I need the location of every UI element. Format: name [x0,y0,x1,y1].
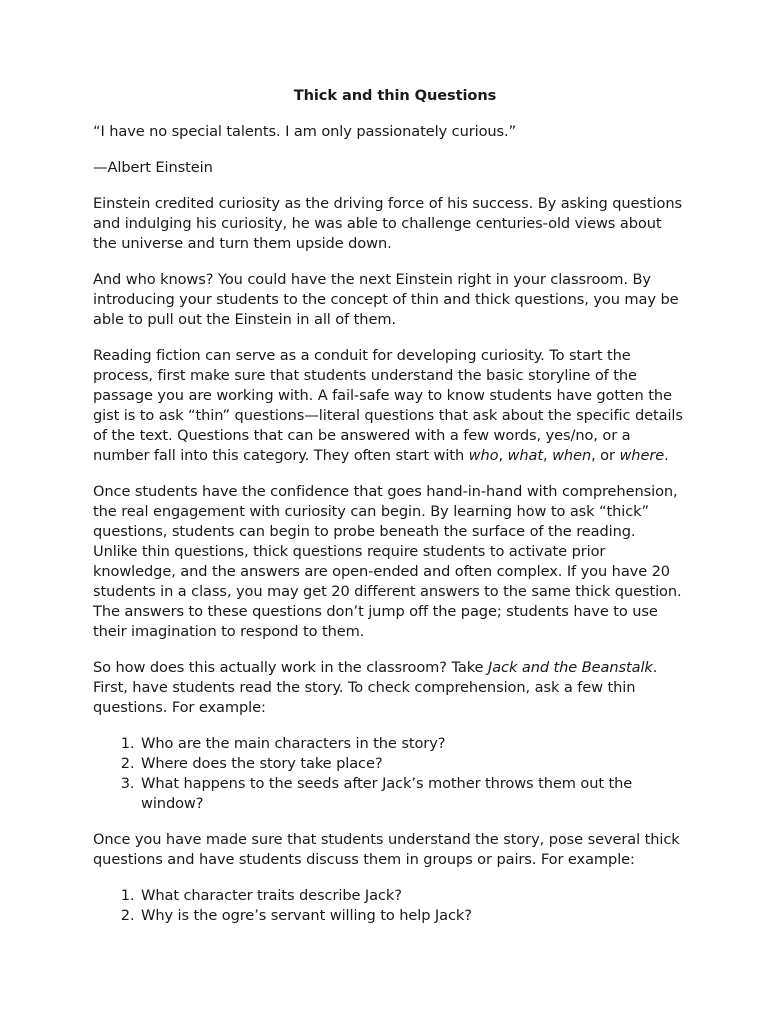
paragraph-5 [93,658,683,718]
document-page [93,86,683,942]
thin-questions-list [93,734,683,814]
list-item: 2. Why is the ogre’s servant willing to help Jack? [139,906,683,926]
paragraph-1: Einstein credited curiosity as the driving force of his success. By asking questions and indulging his curiosity, he was able to challenge centuries-old views about the universe and turn them upside down. [93,195,682,252]
paragraph-5-rest: . First, have students read the story. To check comprehension, ask a few thin questions. For example: [93,659,658,716]
word-where: where [619,447,665,464]
paragraph-3 [93,346,683,466]
paragraph-6: Once you have made sure that students understand the story, pose several thick questions and have students discuss them in groups or pairs. For example: [93,831,680,868]
word-who: who [468,447,499,464]
separator: , [498,447,508,464]
list-item: 1. Who are the main characters in the story? [139,734,683,754]
paragraph-3-text: Reading fiction can serve as a conduit for developing curiosity. To start the process, first make sure that students understand the basic storyline of the passage you are working with. A fail-safe way to know students have gotten the gist is to ask “thin” questions—literal questions that ask about the specific details of the text. Questions that can be answered with a few words, yes/no, or a number fall into this category. They often start with [93,347,683,464]
word-what: what [507,447,543,464]
einstein-quote: “I have no special talents. I am only passionately curious.” [93,123,517,140]
list-item: 1. What character traits describe Jack? [139,886,683,906]
book-title: Jack and the Beanstalk [487,659,653,676]
separator: , [543,447,553,464]
paragraph-4: Once students have the confidence that goes hand-in-hand with comprehension, the real engagement with curiosity can begin. By learning how to ask “thick” questions, students can begin to probe beneath the surface of the reading. Unlike thin questions, thick questions require students to activate prior knowledge, and the answers are open-ended and often complex. If you have 20 students in a class, you may get 20 different answers to the same thick question. The answers to these questions don’t jump off the page; students have to use their imagination to respond to them. [93,483,682,640]
page-title: Thick and thin Questions [293,87,497,104]
list-item: 3. What happens to the seeds after Jack’s mother throws them out the window? [139,774,683,814]
thick-questions-list [93,886,683,926]
word-when: when [552,447,592,464]
sentence-end: . [664,447,669,464]
list-item: 2. Where does the story take place? [139,754,683,774]
paragraph-2: And who knows? You could have the next Einstein right in your classroom. By introducing your students to the concept of thin and thick questions, you may be able to pull out the Einstein in all of them. [93,271,679,328]
quote-attribution: —Albert Einstein [93,159,213,176]
paragraph-5-lead: So how does this actually work in the classroom? Take [93,659,488,676]
separator: , or [591,447,620,464]
